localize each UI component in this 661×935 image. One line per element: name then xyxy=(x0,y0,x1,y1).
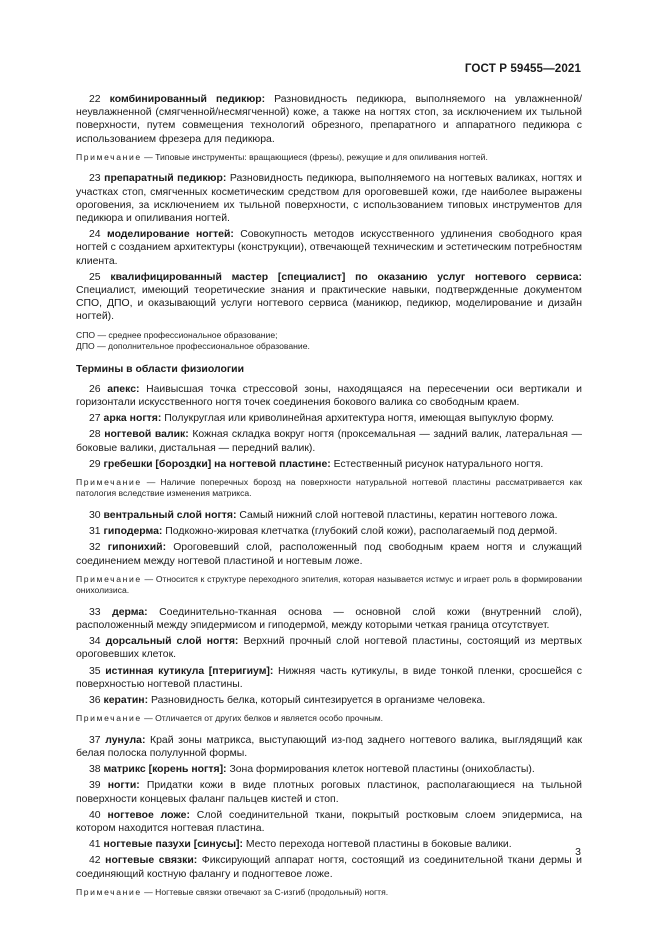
term-heading: гребешки [бороздки] на ногтевой пластине: xyxy=(103,458,331,470)
term-definition: Нижняя часть кутикулы, в виде тонкой пленки, сросшейся с поверхностью ногтевой пластины. xyxy=(76,665,582,690)
term-heading: ногтевое ложе: xyxy=(107,809,190,821)
term-number: 24 xyxy=(89,229,101,241)
term-heading: ногтевой валик: xyxy=(104,429,189,441)
term-heading: кератин: xyxy=(103,695,149,706)
term-number: 36 xyxy=(89,695,101,706)
term-entry xyxy=(76,525,582,538)
abbreviation-line: СПО — среднее профессиональное образование; xyxy=(76,329,278,340)
term-number: 40 xyxy=(89,809,101,821)
term-definition: Наивысшая точка стрессовой зоны, находящаяся на пересечении оси вертикали и горизонтали искусственного ногтя точек соединения бокового валика со свободным краем. xyxy=(76,383,582,408)
note-text: Типовые инструменты: вращающиеся (фрезы), режущие и для опиливания ногтей. xyxy=(155,151,488,162)
term-number: 34 xyxy=(89,636,101,648)
note-label: Примечание xyxy=(76,886,142,897)
note-text: Относится к структуре переходного эпителия, которая называется истмус и играет роль в формировании онихолизиса. xyxy=(76,573,582,596)
term-number: 41 xyxy=(89,839,101,851)
term-number: 32 xyxy=(89,542,101,554)
term-heading: препаратный педикюр: xyxy=(104,173,227,185)
term-number: 33 xyxy=(89,606,101,618)
term-entry xyxy=(76,635,582,661)
term-entry xyxy=(76,838,582,851)
term-number: 30 xyxy=(89,509,101,521)
term-heading: ногтевые связки: xyxy=(105,855,198,867)
term-definition: Естественный рисунок натурального ногтя. xyxy=(333,458,544,470)
page-number: 3 xyxy=(575,846,581,858)
note-text: Ногтевые связки отвечают за С-изгиб (продольный) ногтя. xyxy=(155,886,389,897)
term-heading: дорсальный слой ногтя: xyxy=(105,636,239,648)
term-heading: дерма: xyxy=(112,606,148,618)
term-heading: ногтевые пазухи [синусы]: xyxy=(103,839,243,851)
standard-header: ГОСТ Р 59455—2021 xyxy=(464,62,581,75)
term-definition: Совокупность методов искусственного удлинения свободного края ногтей с созданием архитектуры (конструкции), отвечающей техническим и эстетическим потребностям клиента. xyxy=(76,229,582,267)
term-entry xyxy=(76,734,582,760)
term-definition: Придатки кожи в виде плотных роговых пластинок, располагающиеся на тыльной поверхности концевых фаланг пальцев кистей и стоп. xyxy=(76,780,582,805)
term-entry xyxy=(76,509,582,522)
note-block: Примечание — Относится к структуре переходного эпителия, которая называется истмус и играет роль в формировании онихолизиса. xyxy=(76,573,582,596)
term-heading: лунула: xyxy=(105,734,146,746)
term-definition: Полукруглая или криволинейная архитектура ногтя, имеющая выпуклую форму. xyxy=(164,413,555,425)
term-number: 23 xyxy=(89,173,101,185)
term-definition: Зона формирования клеток ногтевой пластины (онихобласты). xyxy=(229,764,535,776)
document-body xyxy=(76,93,582,907)
term-heading: гиподерма: xyxy=(103,526,163,538)
term-entry xyxy=(76,271,582,324)
term-definition: Самый нижний слой ногтевой пластины, кератин ногтевого ложа. xyxy=(239,509,558,521)
term-number: 22 xyxy=(89,94,101,105)
term-definition: Ороговевший слой, расположенный под свободным краем ногтя и служащий соединением между ногтевой пластиной и ногтевым ложе. xyxy=(76,542,583,567)
note-block: Примечание — Отличается от других белков и является особо прочным. xyxy=(76,713,384,724)
term-entry xyxy=(76,228,582,268)
term-entry xyxy=(76,665,582,691)
term-definition: Соединительно-тканная основа — основной слой кожи (внутренний слой), расположенный между эпидермисом и гиподермой, между которыми четкая граница отсутствует. xyxy=(76,606,583,631)
term-definition: Разновидность педикюра, выполняемого на увлажненной/неувлажненной (смягченной/несмягченной) коже, а также на ногтях стоп, за исключением их тыльной поверхности, путем совмещения технологий обрезного, препаратного и аппаратного педикюра с использованием фрезера для педикюра. xyxy=(76,94,582,145)
term-heading: истинная кутикула [птеригиум]: xyxy=(105,665,274,677)
term-heading: матрикс [корень ногтя]: xyxy=(103,764,227,776)
term-number: 31 xyxy=(89,526,101,538)
term-heading: комбинированный педикюр: xyxy=(109,94,266,105)
abbreviation-line: ДПО — дополнительное профессиональное образование. xyxy=(76,341,310,352)
term-heading: квалифицированный мастер [специалист] по оказанию услуг ногтевого сервиса: xyxy=(110,271,582,283)
term-number: 37 xyxy=(89,734,101,746)
term-definition: Слой соединительной ткани, покрытый ростковым слоем эпидермиса, на котором находится ногтевая пластина. xyxy=(76,809,583,834)
term-definition: Место перехода ногтевой пластины в боковые валики. xyxy=(245,839,512,851)
term-entry xyxy=(76,172,582,225)
term-entry xyxy=(76,779,582,805)
term-entry xyxy=(76,809,582,835)
note-block: Примечание — Типовые инструменты: вращающиеся (фрезы), режущие и для опиливания ногтей. xyxy=(76,151,488,162)
term-heading: арка ногтя: xyxy=(103,413,162,425)
term-entry xyxy=(76,854,582,880)
term-definition: Разновидность белка, который синтезируется в организме человека. xyxy=(150,695,486,706)
note-label: Примечание xyxy=(76,151,142,162)
term-number: 38 xyxy=(89,764,101,776)
term-entry xyxy=(76,383,582,409)
note-block: Примечание — Наличие поперечных борозд на поверхности натуральной ногтевой пластины рассматривается как патология вследствие изменения матрикса. xyxy=(76,476,582,499)
term-heading: вентральный слой ногтя: xyxy=(103,509,237,521)
term-definition: Подкожно-жировая клетчатка (глубокий слой кожи), располагаемый под дермой. xyxy=(165,526,558,538)
term-entry xyxy=(76,412,582,425)
term-entry xyxy=(76,428,582,454)
abbreviations-block xyxy=(76,330,582,353)
term-definition: Фиксирующий аппарат ногтя, состоящий из соединительной ткани дермы и соединяющий костную фалангу и подногтевое ложе. xyxy=(76,855,582,880)
term-heading: моделирование ногтей: xyxy=(106,229,234,241)
term-definition: Кожная складка вокруг ногтя (проксемальная — задний валик, латеральная — боковые валики, дистальная — передний валик). xyxy=(76,429,582,454)
term-definition: Верхний прочный слой ногтевой пластины, состоящий из мертвых ороговевших клеток. xyxy=(76,636,583,661)
term-number: 35 xyxy=(89,665,101,677)
term-number: 42 xyxy=(89,855,101,867)
term-number: 25 xyxy=(89,271,101,283)
note-label: Примечание xyxy=(76,713,142,724)
term-entry xyxy=(76,541,582,567)
term-number: 26 xyxy=(89,383,101,395)
note-label: Примечание xyxy=(76,573,142,584)
note-text: Отличается от других белков и является особо прочным. xyxy=(155,713,384,724)
term-entry xyxy=(76,458,582,471)
note-block: Примечание — Ногтевые связки отвечают за С-изгиб (продольный) ногтя. xyxy=(76,886,389,897)
term-heading: апекс: xyxy=(107,383,140,395)
term-definition: Край зоны матрикса, выступающий из-под заднего ногтевого валика, выглядящий как белая полоска полулунной формы. xyxy=(76,734,583,759)
term-entry xyxy=(76,606,582,632)
term-heading: гипонихий: xyxy=(107,542,167,554)
term-entry xyxy=(76,93,582,146)
term-entry xyxy=(76,694,582,707)
note-label: Примечание xyxy=(76,476,142,487)
term-number: 29 xyxy=(89,458,101,470)
term-number: 28 xyxy=(89,429,101,441)
term-entry xyxy=(76,763,582,776)
term-definition: Разновидность педикюра, выполняемого на ногтевых валиках, ногтях и участках стоп, смягченных косметическим средством для ороговевшей кожи, где наиболее выражены ороговения, за исключением их тыльной поверхности, с использованием типовых инструментов для педикюра и опиливания ногтей. xyxy=(76,173,582,224)
note-text: Наличие поперечных борозд на поверхности натуральной ногтевой пластины рассматривается как патология вследствие изменения матрикса. xyxy=(76,476,582,499)
term-number: 39 xyxy=(89,780,101,792)
section-heading: Термины в области физиологии xyxy=(76,363,245,375)
term-definition: Специалист, имеющий теоретические знания и практические навыки, подтвержденные документом СПО, ДПО, и оказывающий услуги ногтевого сервиса (маникюр, педикюр, моделирование и дизайн ногтей). xyxy=(76,284,582,323)
term-number: 27 xyxy=(89,413,101,425)
term-heading: ногти: xyxy=(107,780,140,792)
